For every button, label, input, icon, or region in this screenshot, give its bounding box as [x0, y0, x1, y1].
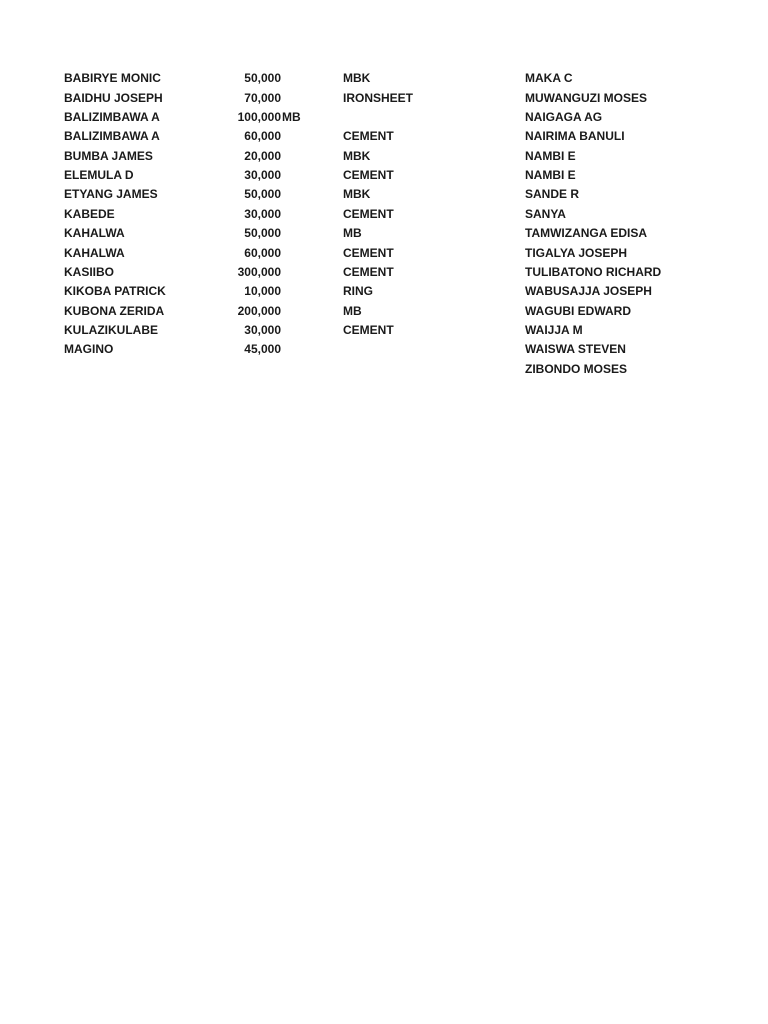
recipient-cell: WAGUBI EDWARD — [525, 304, 631, 318]
name-cell: MAGINO — [64, 342, 114, 356]
amount-cell: 20,000 — [244, 149, 281, 163]
item-cell: CEMENT — [343, 323, 394, 337]
amount-cell: 30,000 — [244, 323, 281, 337]
item-cell: MB — [343, 304, 362, 318]
recipient-cell: NAMBI E — [525, 168, 576, 182]
item-cell: MB — [343, 226, 362, 240]
amount-cell: 200,000 — [237, 304, 281, 318]
name-cell: BABIRYE MONIC — [64, 71, 161, 85]
table-row — [0, 108, 768, 127]
table-row — [0, 340, 768, 359]
amount-cell: 300,000 — [237, 265, 281, 279]
recipient-cell: NAMBI E — [525, 149, 576, 163]
amount-cell: 60,000 — [244, 246, 281, 260]
table-row — [0, 263, 768, 282]
item-cell: IRONSHEET — [343, 91, 414, 105]
table-row — [0, 360, 768, 379]
recipient-cell: SANDE R — [525, 187, 580, 201]
amount-cell: 50,000 — [244, 226, 281, 240]
amount-cell: 10,000 — [244, 284, 281, 298]
recipient-cell: TIGALYA JOSEPH — [525, 246, 628, 260]
recipient-cell: NAIGAGA AG — [525, 110, 603, 124]
item-cell: CEMENT — [343, 129, 394, 143]
item-cell: MBK — [343, 149, 371, 163]
item-cell: MBK — [343, 71, 371, 85]
table-row — [0, 302, 768, 321]
recipient-cell: SANYA — [525, 207, 566, 221]
table-row — [0, 224, 768, 243]
name-cell: ELEMULA D — [64, 168, 134, 182]
name-cell: KAHALWA — [64, 226, 125, 240]
amount-cell: 60,000 — [244, 129, 281, 143]
amount-cell: 100,000 — [237, 110, 281, 124]
amount-cell: 70,000 — [244, 91, 281, 105]
amount-cell: 50,000 — [244, 187, 281, 201]
name-cell: KIKOBA PATRICK — [64, 284, 166, 298]
recipient-cell: TULIBATONO RICHARD — [525, 265, 662, 279]
recipient-cell: TAMWIZANGA EDISA — [525, 226, 647, 240]
name-cell: KAHALWA — [64, 246, 125, 260]
amount-cell: 45,000 — [244, 342, 281, 356]
name-cell: KASIIBO — [64, 265, 115, 279]
name-cell: BAIDHU JOSEPH — [64, 91, 163, 105]
table-row — [0, 321, 768, 340]
recipient-cell: MAKA C — [525, 71, 573, 85]
amount-cell: 30,000 — [244, 168, 281, 182]
recipient-cell: WABUSAJJA JOSEPH — [525, 284, 652, 298]
table-row — [0, 205, 768, 224]
recipient-cell: NAIRIMA BANULI — [525, 129, 625, 143]
name-cell: BALIZIMBAWA A — [64, 129, 160, 143]
table-row — [0, 89, 768, 108]
table-row — [0, 147, 768, 166]
name-cell: KABEDE — [64, 207, 115, 221]
table-row — [0, 166, 768, 185]
item-cell: CEMENT — [343, 246, 394, 260]
recipient-cell: MUWANGUZI MOSES — [525, 91, 647, 105]
name-cell: BALIZIMBAWA A — [64, 110, 160, 124]
name-cell: KULAZIKULABE — [64, 323, 158, 337]
item-cell: CEMENT — [343, 168, 394, 182]
table-row — [0, 244, 768, 263]
recipient-cell: ZIBONDO MOSES — [525, 362, 628, 376]
item-cell: CEMENT — [343, 265, 394, 279]
table-row — [0, 282, 768, 301]
table-row — [0, 185, 768, 204]
name-cell: BUMBA JAMES — [64, 149, 153, 163]
name-cell: ETYANG JAMES — [64, 187, 158, 201]
item-cell: CEMENT — [343, 207, 394, 221]
note-cell: MB — [282, 110, 301, 124]
table-row — [0, 69, 768, 88]
table-row — [0, 127, 768, 146]
amount-cell: 50,000 — [244, 71, 281, 85]
recipient-cell: WAIJJA M — [525, 323, 583, 337]
recipient-cell: WAISWA STEVEN — [525, 342, 626, 356]
name-cell: KUBONA ZERIDA — [64, 304, 165, 318]
item-cell: RING — [343, 284, 373, 298]
item-cell: MBK — [343, 187, 371, 201]
amount-cell: 30,000 — [244, 207, 281, 221]
